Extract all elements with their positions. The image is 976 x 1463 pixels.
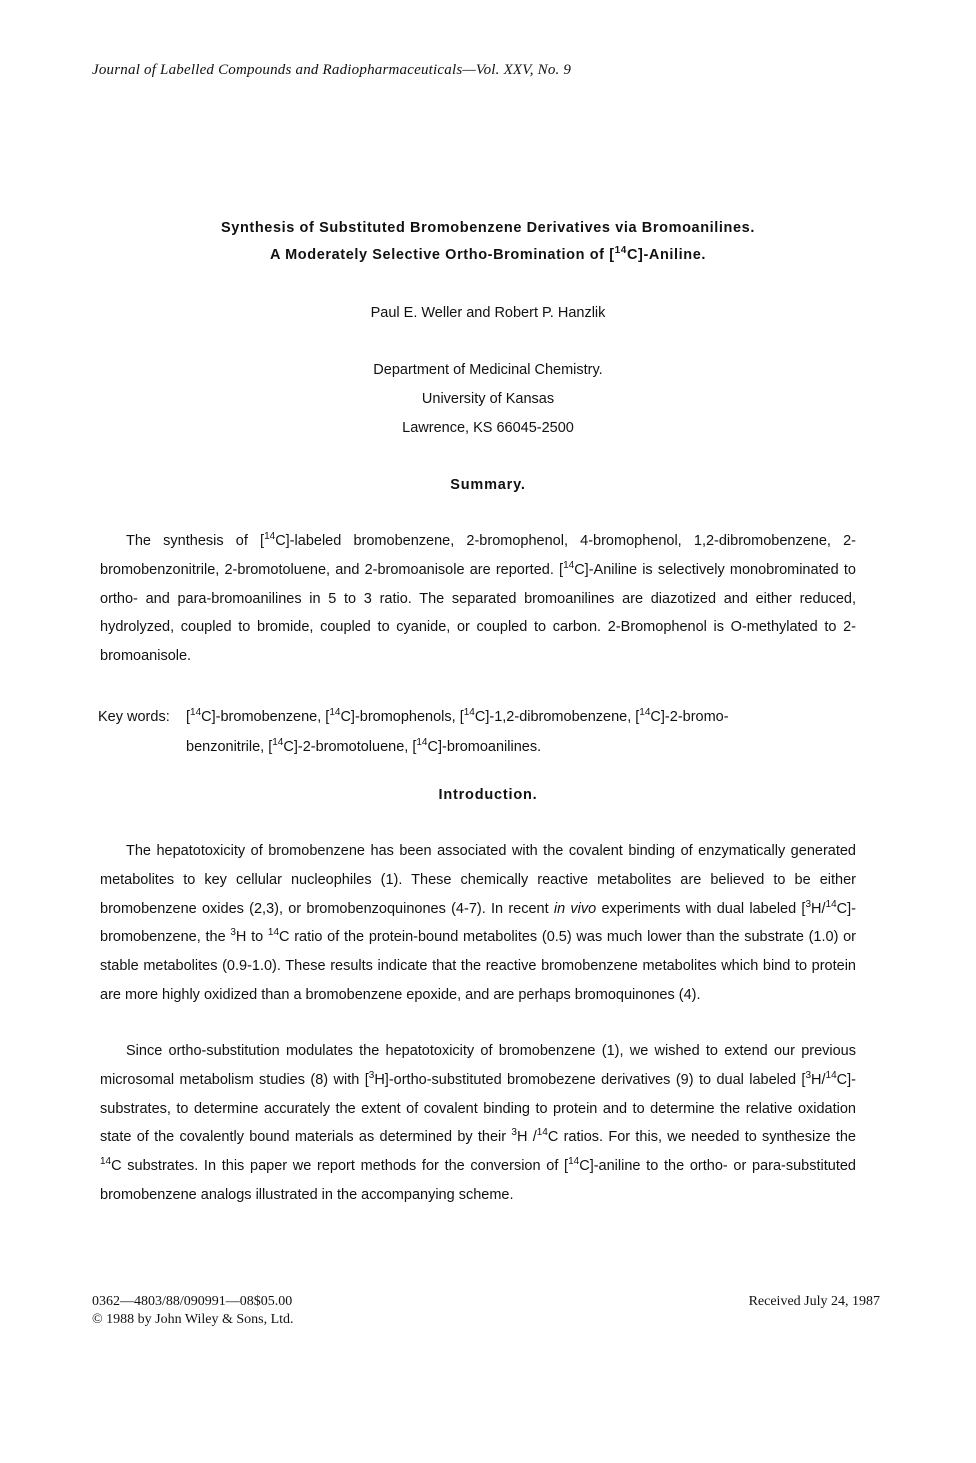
- journal-header: Journal of Labelled Compounds and Radiopharmaceuticals—Vol. XXV, No. 9: [92, 62, 572, 78]
- article-code: 0362—4803/88/090991—08$05.00: [92, 1294, 293, 1309]
- keyword-text: benzonitrile, [: [186, 739, 273, 755]
- footer-left: [92, 1293, 294, 1329]
- intro-italic: in vivo: [553, 900, 597, 917]
- keyword-text: C]-bromoanilines.: [427, 739, 542, 755]
- keywords-line-2: [186, 732, 866, 762]
- isotope-sup: 3: [230, 927, 236, 939]
- isotope-sup: 14: [568, 1156, 580, 1168]
- intro-text: C]-bromobenzene, the: [100, 900, 856, 946]
- isotope-sup: 3: [805, 898, 812, 910]
- intro-text: C]-aniline to the ortho- or para-substituted bromobenzene analogs illustrated in the accompanying scheme.: [100, 1158, 856, 1203]
- intro-text: H /: [516, 1129, 537, 1146]
- isotope-sup: 14: [264, 531, 276, 542]
- isotope-sup: 3: [368, 1069, 375, 1081]
- isotope-sup: 14: [639, 707, 651, 718]
- isotope-sup: 14: [416, 737, 428, 748]
- intro-text: C ratio of the protein-bound metabolites (0.5) was much lower than the substrate (1.0) or stable metabolites (0.9-1.0). These results indicate that the reactive bromobenzene metabolites which bind to protein are more highly oxidized than a bromobenzene epoxide, and are perhaps bromoquinones (4).: [100, 929, 857, 1003]
- isotope-sup: 14: [190, 707, 202, 718]
- isotope-sup: 14: [463, 707, 475, 718]
- isotope-sup: 3: [805, 1069, 812, 1081]
- article-title-line-2: [0, 247, 976, 263]
- intro-text: Since ortho-substitution modulates the hepatotoxicity of bromobenzene (1), we wished to extend our previous microsomal metabolism studies (8) with [: [100, 1043, 856, 1088]
- title-text-a: A Moderately Selective Ortho-Bromination of [: [269, 247, 615, 263]
- isotope-sup: 14: [272, 737, 284, 748]
- isotope-sup: 14: [267, 927, 280, 939]
- summary-heading: Summary.: [450, 477, 526, 493]
- isotope-sup: 14: [825, 898, 837, 910]
- affiliation-city: Lawrence, KS 66045-2500: [402, 420, 574, 436]
- summary-text: The synthesis of [: [126, 533, 265, 549]
- keywords-list: [186, 702, 866, 762]
- isotope-sup: 3: [511, 1127, 517, 1139]
- received-date: Received July 24, 1987: [748, 1294, 880, 1309]
- keywords-label: Key words:: [98, 709, 170, 725]
- title-sup: 14: [614, 245, 627, 256]
- keyword-text: [: [186, 709, 191, 725]
- keyword-text: C]-1,2-dibromobenzene, [: [474, 709, 640, 725]
- summary-text: C]-Aniline is selectively monobrominated to ortho- and para-bromoanilines in 5 to 3 ratio. The separated bromoanilines are diazotized and either reduced, hydrolyzed, coupled to bromide, coupled to cyanide, or coupled to carbon. 2-Bromophenol is O-methylated to 2-bromoanisole.: [100, 561, 856, 665]
- intro-text: C]-substrates, to determine accurately the extent of covalent binding to protein and to determine the relative oxidation state of the covalently bound materials as determined by their: [100, 1071, 856, 1146]
- keyword-text: C]-bromobenzene, [: [201, 709, 330, 725]
- keyword-text: C]-2-bromo-: [650, 709, 729, 725]
- introduction-heading: Introduction.: [438, 787, 538, 803]
- introduction-paragraph-2: [100, 1037, 856, 1210]
- authors: Paul E. Weller and Robert P. Hanzlik: [370, 305, 606, 321]
- copyright: © 1988 by John Wiley & Sons, Ltd.: [92, 1312, 294, 1327]
- title-text-b: C]-Aniline.: [626, 247, 707, 263]
- intro-text: C ratios. For this, we needed to synthesize the: [547, 1129, 856, 1146]
- summary-text: C]-labeled bromobenzene, 2-bromophenol, 4-bromophenol, 1,2-dibromobenzene, 2-bromobenzonitrile, 2-bromotoluene, and 2-bromoanisole are reported. [: [100, 533, 856, 578]
- introduction-paragraph-1: [100, 837, 856, 1010]
- keyword-text: C]-bromophenols, [: [340, 709, 464, 725]
- isotope-sup: 14: [825, 1069, 837, 1081]
- intro-text: H/: [811, 1071, 826, 1088]
- isotope-sup: 14: [329, 707, 341, 718]
- isotope-sup: 14: [536, 1127, 548, 1139]
- intro-text: experiments with dual labeled [: [596, 900, 806, 917]
- isotope-sup: 14: [563, 559, 575, 571]
- article-title-line-1: Synthesis of Substituted Bromobenzene Derivatives via Bromoanilines.: [221, 220, 755, 236]
- summary-paragraph: [100, 527, 856, 671]
- isotope-sup: 14: [100, 1156, 112, 1168]
- intro-text: C substrates. In this paper we report methods for the conversion of [: [111, 1158, 569, 1175]
- intro-text: H/: [811, 900, 826, 917]
- affiliation-department: Department of Medicinal Chemistry.: [373, 362, 603, 378]
- keyword-text: C]-2-bromotoluene, [: [283, 739, 417, 755]
- affiliation-university: University of Kansas: [421, 391, 555, 407]
- intro-text: The hepatotoxicity of bromobenzene has been associated with the covalent binding of enzymatically generated metabolites to key cellular nucleophiles (1). These chemically reactive metabolites are believed to be either bromobenzene oxides (2,3), or bromobenzoquinones (4-7). In recent: [100, 843, 856, 917]
- intro-text: H]-ortho-substituted bromobezene derivatives (9) to dual labeled [: [374, 1071, 806, 1088]
- intro-text: H to: [235, 929, 268, 946]
